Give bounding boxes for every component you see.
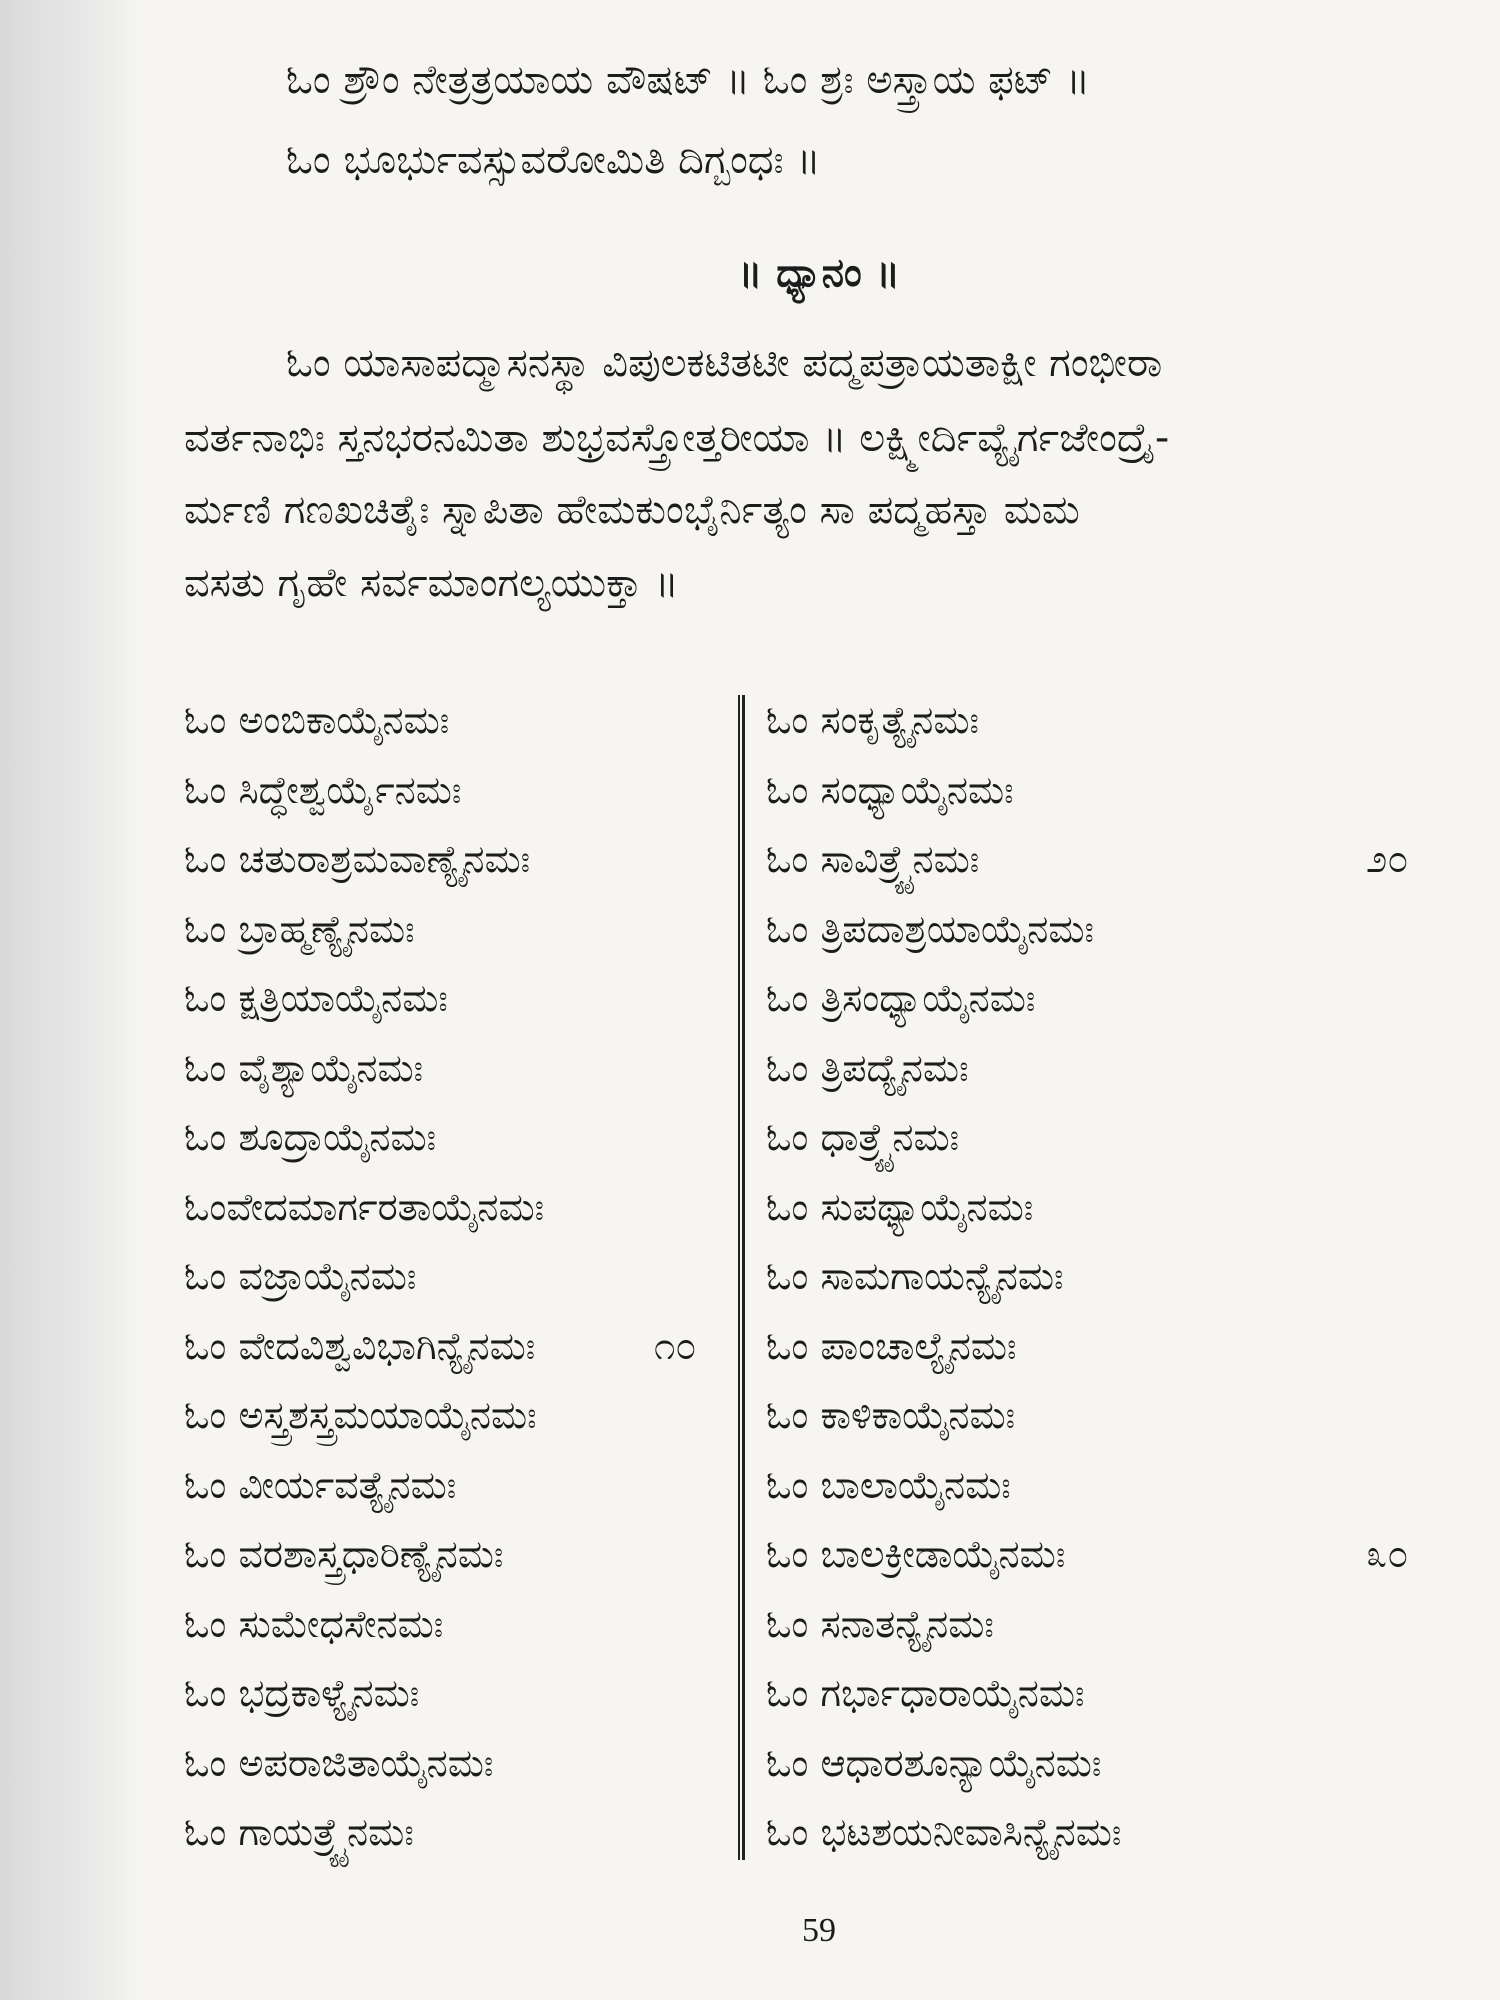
list-item	[766, 1594, 1446, 1664]
list-item	[766, 1733, 1446, 1803]
list-item-text: ಓಂ ವೇದವಿಶ್ವವಿಭಾಗಿನ್ಯೈನಮಃ	[184, 1323, 536, 1368]
list-item	[184, 760, 754, 830]
list-item-text: ಓಂ ಭದ್ರಕಾಳ್ಯೈನಮಃ	[184, 1671, 420, 1715]
name-list-left	[184, 690, 754, 1872]
list-item-text: ಓಂ ಸಂಕೃತ್ಯೈನಮಃ	[766, 698, 980, 742]
list-item	[766, 899, 1446, 969]
list-item	[184, 690, 754, 760]
name-list-right	[766, 690, 1446, 1872]
list-item-text: ಓಂ ಸಿದ್ಧೇಶ್ವರ್ಯೈನಮಃ	[184, 767, 462, 812]
list-item-text: ಓಂ ಅಸ್ತ್ರಶಸ್ತ್ರಮಯಾಯೈನಮಃ	[184, 1393, 537, 1437]
list-item	[184, 1177, 754, 1247]
list-item	[766, 760, 1446, 830]
dhyanam-line-3: ರ್ಮಣಿ ಗಣಖಚಿತೈಃ ಸ್ನಾಪಿತಾ ಹೇಮಕುಂಭೈರ್ನಿತ್ಯಂ ಸಾ ಪದ್ಮಹಸ್ತಾ ಮಮ	[184, 487, 1080, 533]
list-item	[184, 1802, 754, 1872]
page-number: 59	[802, 1912, 836, 1949]
list-item-text: ಓಂ ತ್ರಿಸಂಧ್ಯಾಯೈನಮಃ	[766, 976, 1036, 1020]
count-number: ೩೦	[1366, 1532, 1409, 1576]
list-item	[766, 968, 1446, 1038]
list-item	[766, 1107, 1446, 1177]
list-item	[184, 1663, 754, 1733]
list-item	[184, 1385, 754, 1455]
list-item-text: ಓಂ ಸುಮೇಧಸೇನಮಃ	[184, 1601, 444, 1646]
list-item	[766, 1385, 1446, 1455]
list-item-text: ಓಂ ಗರ್ಭಾಧಾರಾಯೈನಮಃ	[766, 1671, 1085, 1715]
list-item-text: ಓಂ ಸಾಮಗಾಯನ್ಯೈನಮಃ	[766, 1254, 1064, 1298]
list-item	[766, 1316, 1446, 1386]
column-divider	[738, 695, 745, 1860]
list-item-text: ಓಂ ವೈಶ್ಯಾಯೈನಮಃ	[184, 1045, 424, 1090]
list-item-text: ಓಂ ತ್ರಿಪದಾಶ್ರಯಾಯೈನಮಃ	[766, 906, 1094, 951]
list-item	[184, 1594, 754, 1664]
book-gutter-shadow	[0, 0, 138, 2000]
list-item	[184, 1316, 754, 1386]
list-item-text: ಓಂ ಸುಪಥ್ಯಾಯೈನಮಃ	[766, 1184, 1034, 1229]
list-item	[184, 1107, 754, 1177]
list-item-text: ಓಂ ಆಧಾರಶೂನ್ಯಾಯೈನಮಃ	[766, 1740, 1102, 1785]
list-item-text: ಓಂ ವರಶಾಸ್ತ್ರಧಾರಿಣ್ಯೈನಮಃ	[184, 1532, 504, 1576]
list-item-text: ಓಂ ಚತುರಾಶ್ರಮವಾಣ್ಯೈನಮಃ	[184, 837, 531, 881]
list-item-text: ಓಂ ಸಾವಿತ್ರ್ಯೈನಮಃ	[766, 837, 980, 881]
list-item	[766, 1246, 1446, 1316]
list-item-text: ಓಂ ಕಾಳಿಕಾಯೈನಮಃ	[766, 1393, 1016, 1437]
list-item-text: ಓಂ ಸಂಧ್ಯಾಯೈನಮಃ	[766, 767, 1014, 812]
list-item	[184, 829, 754, 899]
list-item	[184, 899, 754, 969]
list-item	[766, 1038, 1446, 1108]
list-item-text: ಓಂ ಸನಾತನ್ಯೈನಮಃ	[766, 1601, 994, 1646]
dhyanam-line-1: ಓಂ ಯಾಸಾಪದ್ಮಾಸನಸ್ಥಾ ವಿಪುಲಕಟಿತಟೀ ಪದ್ಮಪತ್ರಾಯತಾಕ್ಷೀ ಗಂಭೀರಾ	[286, 340, 1163, 386]
list-item-text: ಓಂ ಬಾಲಕ್ರೀಡಾಯೈನಮಃ	[766, 1532, 1066, 1576]
list-item	[766, 1177, 1446, 1247]
list-item-text: ಓಂ ಭಟಶಯನೀವಾಸಿನ್ಯೈನಮಃ	[766, 1810, 1122, 1854]
list-item-text: ಓಂ ಧಾತ್ರ್ಯೈನಮಃ	[766, 1115, 960, 1159]
list-item-text: ಓಂವೇದಮಾರ್ಗರತಾಯೈನಮಃ	[184, 1184, 545, 1229]
intro-line-1: ಓಂ ಶ್ರೌಂ ನೇತ್ರತ್ರಯಾಯ ವೌಷಟ್ ॥ ಓಂ ಶ್ರಃ ಅಸ್ತ್ರಾಯ ಫಟ್ ॥	[286, 57, 1091, 103]
list-item-text: ಓಂ ವಜ್ರಾಯೈನಮಃ	[184, 1254, 417, 1298]
list-item	[184, 1524, 754, 1594]
list-item-text: ಓಂ ಕ್ಷತ್ರಿಯಾಯೈನಮಃ	[184, 976, 448, 1020]
count-number: ೧೦	[654, 1323, 697, 1368]
count-number: ೨೦	[1366, 837, 1409, 881]
intro-line-2: ಓಂ ಭೂರ್ಭುವಸ್ಸುವರೋಮಿತಿ ದಿಗ್ಬಂಧಃ ॥	[286, 137, 821, 183]
list-item	[766, 1455, 1446, 1525]
list-item-text: ಓಂ ಪಾಂಚಾಲ್ಯೈನಮಃ	[766, 1323, 1017, 1368]
dhyanam-heading: ॥ ಧ್ಯಾನಂ ॥	[737, 250, 901, 296]
list-item-text: ಓಂ ಅಂಬಿಕಾಯೈನಮಃ	[184, 698, 450, 742]
list-item	[766, 1524, 1446, 1594]
list-item	[766, 829, 1446, 899]
list-item-text: ಓಂ ಬ್ರಾಹ್ಮಣ್ಯೈನಮಃ	[184, 906, 415, 951]
list-item	[766, 1663, 1446, 1733]
list-item	[766, 690, 1446, 760]
list-item-text: ಓಂ ಅಪರಾಜಿತಾಯೈನಮಃ	[184, 1740, 494, 1785]
list-item	[184, 1246, 754, 1316]
list-item	[184, 1038, 754, 1108]
list-item-text: ಓಂ ವೀರ್ಯವತ್ಯೈನಮಃ	[184, 1462, 457, 1507]
list-item-text: ಓಂ ಶೂದ್ರಾಯೈನಮಃ	[184, 1115, 437, 1159]
list-item-text: ಓಂ ತ್ರಿಪದ್ಯೈನಮಃ	[766, 1045, 969, 1090]
list-item	[766, 1802, 1446, 1872]
book-page	[138, 0, 1500, 2000]
list-item-text: ಓಂ ಗಾಯತ್ರ್ಯೈನಮಃ	[184, 1810, 414, 1854]
list-item	[184, 968, 754, 1038]
list-item	[184, 1455, 754, 1525]
dhyanam-line-2: ವರ್ತನಾಭಿಃ ಸ್ತನಭರನಮಿತಾ ಶುಭ್ರವಸ್ತ್ರೋತ್ತರೀಯಾ ॥ ಲಕ್ಷ್ಮೀರ್ದಿವ್ಯೈರ್ಗಜೇಂದ್ರೈ-	[184, 415, 1170, 461]
list-item	[184, 1733, 754, 1803]
dhyanam-line-4: ವಸತು ಗೃಹೇ ಸರ್ವಮಾಂಗಲ್ಯಯುಕ್ತಾ ॥	[184, 560, 679, 606]
list-item-text: ಓಂ ಬಾಲಾಯೈನಮಃ	[766, 1462, 1011, 1507]
